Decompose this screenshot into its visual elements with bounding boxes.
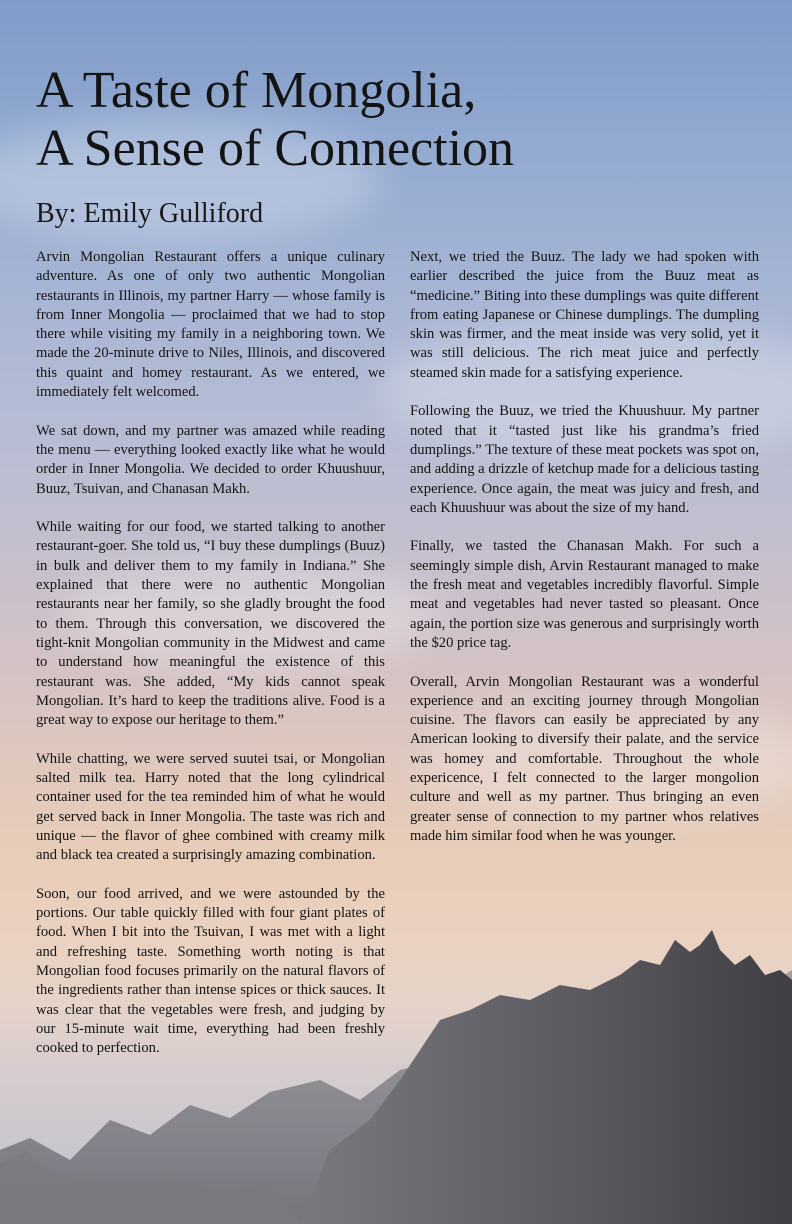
paragraph: Following the Buuz, we tried the Khuushuur. My partner noted that it “tasted just like his grandma’s fried dumplings.” The texture of these meat pockets was spot on, and adding a drizzle of ketchup made for a delicious tasting experience. Once again, the meat was juicy and fresh, and each Khuushuur was about the size of my hand. [410, 403, 759, 516]
right-column [410, 248, 759, 866]
paragraph: Next, we tried the Buuz. The lady we had spoken with earlier described the juice from the Buuz meat as “medicine.” Biting into these dumplings was quite different from eating Japanese or Chinese dumplings. The dumpling skin was firmer, and the meat inside was very solid, yet it was still delicious. The rich meat juice and perfectly steamed skin made for a satisfying experience. [410, 249, 759, 381]
paragraph: While chatting, we were served suutei tsai, or Mongolian salted milk tea. Harry noted that the long cylindrical container used for the tea reminded him of what he would get served back in Inner Mongolia. The taste was rich and unique — the flavor of ghee combined with creamy milk and black tea created a surprisingly amazing combination. [36, 750, 385, 864]
title-line-1: A Taste of Mongolia, [36, 62, 477, 119]
left-column [36, 248, 385, 1078]
paragraph: We sat down, and my partner was amazed while reading the menu — everything looked exactly like what he would order in Inner Mongolia. We decided to order Khuushuur, Buuz, Tsuivan, and Chanasan Makh. [36, 422, 385, 497]
paragraph: While waiting for our food, we started talking to another restaurant-goer. She told us, “I buy these dumplings (Buuz) in bulk and deliver them to my family in Indiana.” She explained that there were no authentic Mongolian restaurants near her family, so she gladly brought the food to them. Through this conversation, we discovered the tight-knit Mongolian community in the Midwest and came to understand how meaningful the existence of this restaurant was. She added, “My kids cannot speak Mongolian. It’s hard to keep the traditions alive. Food is a great way to expose our heritage to them.” [36, 519, 385, 729]
paragraph: Finally, we tasted the Chanasan Makh. For such a seemingly simple dish, Arvin Restaurant managed to make the fresh meat and vegetables incredibly flavorful. Simple meat and vegetables had never tasted so pleasant. Once again, the portion size was generous and surprisingly worth the $20 price tag. [410, 538, 759, 651]
author-byline: By: Emily Gulliford [36, 198, 264, 229]
article-title [36, 62, 756, 178]
paragraph: Overall, Arvin Mongolian Restaurant was a wonderful experience and an exciting journey through Mongolian cuisine. The flavors can easily be appreciated by any American looking to diversify their palate, and the service was homey and comfortable. Throughout the whole expericence, I felt connected to the larger mongolion culture and well as my partner. Thus bringing an even greater sense of connection to my partner whos relatives made him similar food when he was younger. [410, 673, 759, 844]
paragraph: Soon, our food arrived, and we were astounded by the portions. Our table quickly filled with four giant plates of food. When I bit into the Tsuivan, I was met with a light and refreshing taste. Something worth noting is that Mongolian food focuses primarily on the natural flavors of the ingredients rather than intense spices or thick sauces. It was clear that the vegetables were fresh, and judging by our 15-minute wait time, everything had been freshly cooked to perfection. [36, 885, 385, 1057]
paragraph: Arvin Mongolian Restaurant offers a unique culinary adventure. As one of only two authentic Mongolian restaurants in Illinois, my partner Harry — whose family is from Inner Mongolia — proclaimed that we had to stop there while visiting my family in a neighboring town. We made the 20-minute drive to Niles, Illinois, and discovered this quaint and homey restaurant. As we entered, we immediately felt welcomed. [36, 249, 385, 401]
title-line-2: A Sense of Connection [36, 120, 515, 177]
